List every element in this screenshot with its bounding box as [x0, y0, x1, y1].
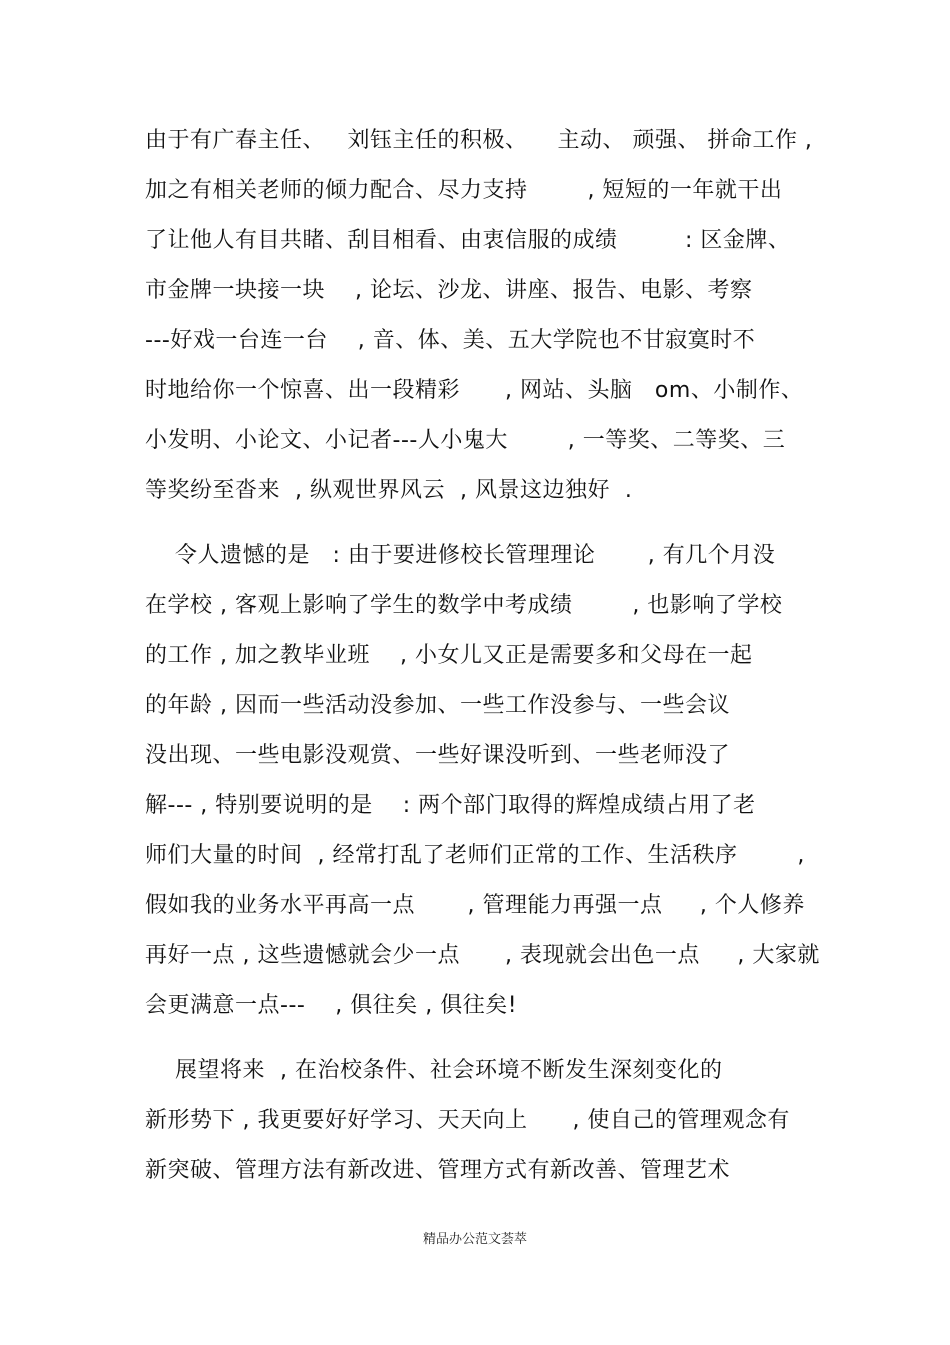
paragraph-2-line-7: 师们大量的时间 , 经常打乱了老师们正常的工作、生活秩序 ,: [145, 843, 805, 868]
paragraph-2-line-4: 的年龄 , 因而一些活动没参加、一些工作没参与、一些会议: [145, 693, 730, 718]
paragraph-1-line-8: 等奖纷至沓来 , 纵观世界风云 , 风景这边独好 .: [145, 478, 633, 503]
paragraph-1-line-5: ---好戏一台连一台 , 音、体、美、五大学院也不甘寂寞时不: [145, 328, 756, 353]
paragraph-1-line-1: 由于有广春主任、 刘钰主任的积极、 主动、 顽强、 拼命工作 ,: [145, 128, 813, 153]
paragraph-2-line-5: 没出现、一些电影没观赏、一些好课没听到、一些老师没了: [145, 743, 731, 768]
paragraph-1-line-2: 加之有相关老师的倾力配合、尽力支持 , 短短的一年就干出: [145, 178, 783, 203]
paragraph-3-line-1: 展望将来 , 在治校条件、社会环境不断发生深刻变化的: [145, 1058, 723, 1083]
paragraph-1-line-6: 时地给你一个惊喜、出一段精彩 , 网站、头脑 om、小制作、: [145, 378, 804, 403]
paragraph-2-line-8: 假如我的业务水平再高一点 , 管理能力再强一点 , 个人修养: [145, 893, 805, 918]
paragraph-2-line-3: 的工作 , 加之教毕业班 , 小女儿又正是需要多和父母在一起: [145, 643, 753, 668]
paragraph-2-line-6: 解--- , 特别要说明的是 : 两个部门取得的辉煌成绩占用了老: [145, 793, 756, 818]
paragraph-3-line-3: 新突破、管理方法有新改进、管理方式有新改善、管理艺术: [145, 1158, 731, 1183]
paragraph-3-line-2: 新形势下 , 我更要好好学习、天天向上 , 使自己的管理观念有: [145, 1108, 790, 1133]
paragraph-2-line-9: 再好一点 , 这些遗憾就会少一点 , 表现就会出色一点 , 大家就: [145, 943, 820, 968]
paragraph-2-line-10: 会更满意一点--- , 俱往矣 , 俱往矣!: [145, 993, 518, 1018]
page-footer: 精品办公范文荟萃: [422, 1232, 527, 1247]
paragraph-1-line-3: 了让他人有目共睹、刮目相看、由衷信服的成绩 : 区金牌、: [145, 228, 791, 253]
paragraph-1-line-4: 市金牌一块接一块 , 论坛、沙龙、讲座、报告、电影、考察: [145, 278, 753, 303]
paragraph-1-line-7: 小发明、小论文、小记者---人小鬼大 , 一等奖、二等奖、三: [145, 428, 786, 453]
paragraph-2-line-1: 令人遗憾的是 : 由于要进修校长管理理论 , 有几个月没: [145, 543, 776, 568]
paragraph-2-line-2: 在学校 , 客观上影响了学生的数学中考成绩 , 也影响了学校: [145, 593, 783, 618]
